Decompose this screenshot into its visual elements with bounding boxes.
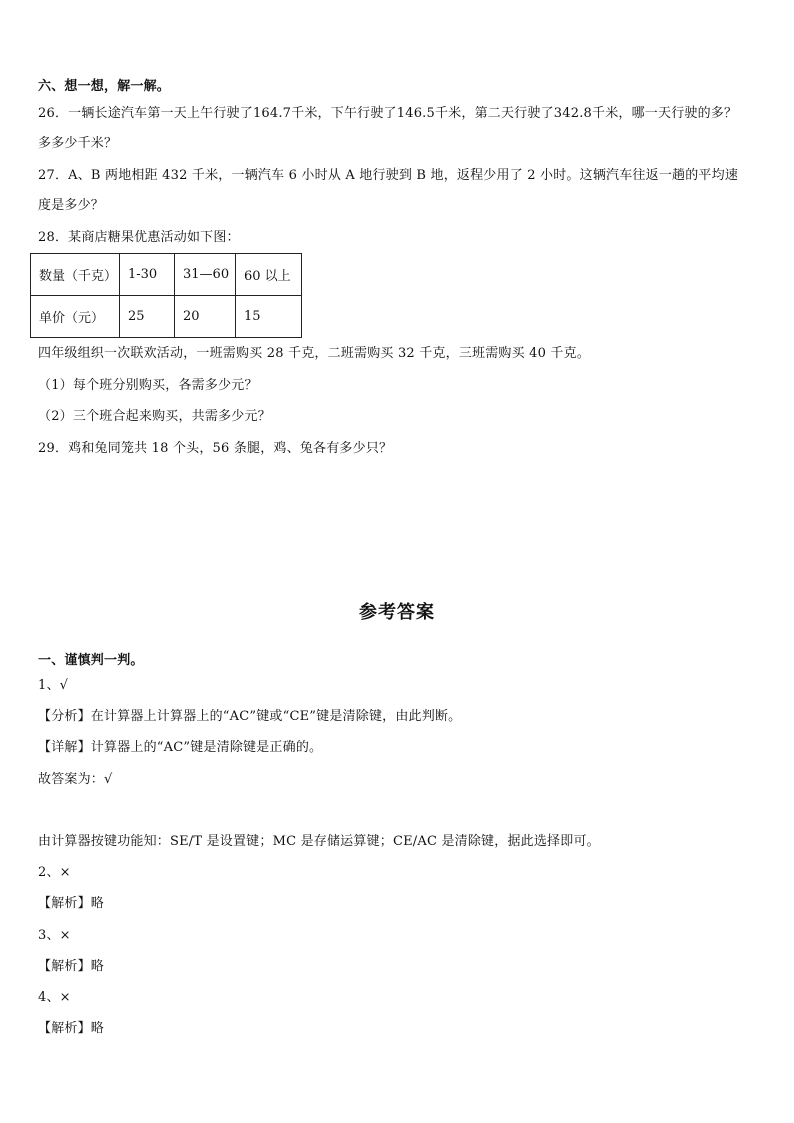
answer-1-detail: 【详解】计算器上的“AC”键是清除键是正确的。 bbox=[38, 740, 323, 755]
table-row bbox=[31, 296, 302, 338]
table-cell: 31—60 bbox=[175, 254, 236, 296]
table-cell: 60 以上 bbox=[236, 254, 302, 296]
question-27-line1: 27．A、B 两地相距 432 千米，一辆汽车 6 小时从 A 地行驶到 B 地，返程少用了 2 小时。这辆汽车往返一趟的平均速 bbox=[38, 168, 739, 183]
question-26-line1: 26．一辆长途汽车第一天上午行驶了164.7千米，下午行驶了146.5千米，第二天行驶了342.8千米，哪一天行驶的多？ bbox=[38, 106, 738, 121]
table-cell: 25 bbox=[120, 296, 175, 338]
answers-title: 参考答案 bbox=[359, 602, 435, 623]
question-28-sub2: （2）三个班合起来购买，共需多少元？ bbox=[38, 409, 271, 424]
table-cell: 单价（元） bbox=[31, 296, 120, 338]
question-28-intro: 28．某商店糖果优惠活动如下图： bbox=[38, 230, 240, 245]
answer-3-analysis: 【解析】略 bbox=[38, 959, 105, 974]
question-26-line2: 多多少千米？ bbox=[38, 136, 118, 151]
answer-2-analysis: 【解析】略 bbox=[38, 896, 105, 911]
table-cell: 15 bbox=[236, 296, 302, 338]
answer-1: 1、√ bbox=[38, 678, 69, 693]
part6-heading: 六、想一想，解一解。 bbox=[38, 79, 171, 94]
question-28-body: 四年级组织一次联欢活动，一班需购买 28 千克，二班需购买 32 千克，三班需购买 40 千克。 bbox=[38, 346, 591, 361]
table-cell: 20 bbox=[175, 296, 236, 338]
answer-4-analysis: 【解析】略 bbox=[38, 1021, 105, 1036]
price-table bbox=[30, 253, 302, 338]
answers-part1-heading: 一、谨慎判一判。 bbox=[38, 653, 144, 668]
answer-2: 2、× bbox=[38, 865, 71, 880]
answer-1-note: 由计算器按键功能知：SE/T 是设置键；MC 是存储运算键；CE/AC 是清除键，据此选择即可。 bbox=[38, 834, 600, 849]
answer-3: 3、× bbox=[38, 928, 71, 943]
question-29: 29．鸡和兔同笼共 18 个头，56 条腿，鸡、兔各有多少只？ bbox=[38, 441, 393, 456]
question-28-sub1: （1）每个班分别购买，各需多少元？ bbox=[38, 378, 258, 393]
table-cell: 数量（千克） bbox=[31, 254, 120, 296]
table-row bbox=[31, 254, 302, 296]
table-cell: 1-30 bbox=[120, 254, 175, 296]
question-27-line2: 度是多少？ bbox=[38, 198, 105, 213]
answer-4: 4、× bbox=[38, 990, 71, 1005]
answer-1-result: 故答案为：√ bbox=[38, 772, 113, 787]
answer-1-analysis: 【分析】在计算器上计算器上的“AC”键或“CE”键是清除键，由此判断。 bbox=[38, 709, 462, 724]
